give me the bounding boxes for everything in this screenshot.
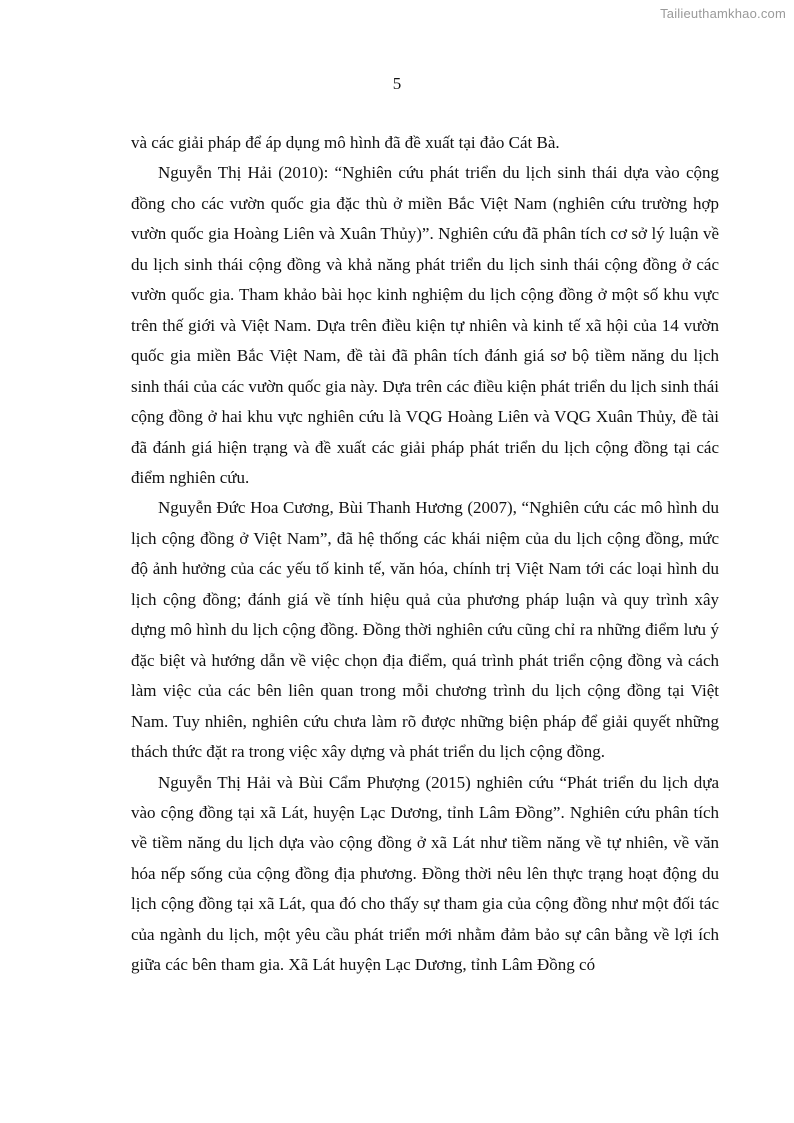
paragraph-nguyen-thi-hai-bui-cam-phuong-2015: Nguyễn Thị Hải và Bùi Cẩm Phượng (2015) nghiên cứu “Phát triển du lịch dựa vào cộng đồng tại xã Lát, huyện Lạc Dương, tỉnh Lâm Đồng”. Nghiên cứu phân tích về tiềm năng du lịch dựa vào cộng đồng ở xã Lát như tiềm năng về tự nhiên, về văn hóa nếp sống của cộng đồng địa phương. Đồng thời nêu lên thực trạng hoạt động du lịch cộng đồng tại xã Lát, qua đó cho thấy sự tham gia của cộng đồng như một đối tác của ngành du lịch, một yêu cầu phát triển mới nhằm đảm bảo sự cân bằng về lợi ích giữa các bên tham gia. Xã Lát huyện Lạc Dương, tỉnh Lâm Đồng có (131, 772, 719, 975)
paragraph-nguyen-thi-hai-2010: Nguyễn Thị Hải (2010): “Nghiên cứu phát triển du lịch sinh thái dựa vào cộng đồng cho các vườn quốc gia đặc thù ở miền Bắc Việt Nam (nghiên cứu trường hợp vườn quốc gia Hoàng Liên và Xuân Thủy)”. Nghiên cứu đã phân tích cơ sở lý luận về du lịch sinh thái cộng đồng và khả năng phát triển du lịch sinh thái cộng đồng ở các vườn quốc gia. Tham khảo bài học kinh nghiệm du lịch cộng đồng ở một số khu vực trên thế giới và Việt Nam. Dựa trên điều kiện tự nhiên và kinh tế xã hội của 14 vườn quốc gia miền Bắc Việt Nam, đề tài đã phân tích đánh giá sơ bộ tiềm năng du lịch sinh thái của các vườn quốc gia này. Dựa trên các điều kiện phát triển du lịch sinh thái cộng đồng ở hai khu vực nghiên cứu là VQG Hoàng Liên và VQG Xuân Thủy, đề tài đã đánh giá hiện trạng và đề xuất các giải pháp phát triển du lịch cộng đồng tại các điểm nghiên cứu. (131, 163, 719, 487)
watermark-text: Tailieuthamkhao.com (660, 6, 786, 21)
paragraph-nguyen-duc-hoa-cuong-2007: Nguyễn Đức Hoa Cương, Bùi Thanh Hương (2007), “Nghiên cứu các mô hình du lịch cộng đồng ở Việt Nam”, đã hệ thống các khái niệm của du lịch cộng đồng, mức độ ảnh hưởng của các yếu tố kinh tế, văn hóa, chính trị Việt Nam tới các loại hình du lịch cộng đồng; đánh giá về tính hiệu quả của phương pháp luận và quy trình xây dựng mô hình du lịch cộng đồng. Đồng thời nghiên cứu cũng chỉ ra những điểm lưu ý đặc biệt và hướng dẫn về việc chọn địa điểm, quá trình phát triển cộng đồng và cách làm việc của các bên liên quan trong mỗi chương trình du lịch cộng đồng tại Việt Nam. Tuy nhiên, nghiên cứu chưa làm rõ được những biện pháp để giải quyết những thách thức đặt ra trong việc xây dựng và phát triển du lịch cộng đồng. (131, 498, 719, 762)
document-body (131, 128, 719, 981)
page-number: 5 (392, 74, 402, 93)
paragraph-continuation: và các giải pháp để áp dụng mô hình đã đề xuất tại đảo Cát Bà. (131, 133, 560, 152)
